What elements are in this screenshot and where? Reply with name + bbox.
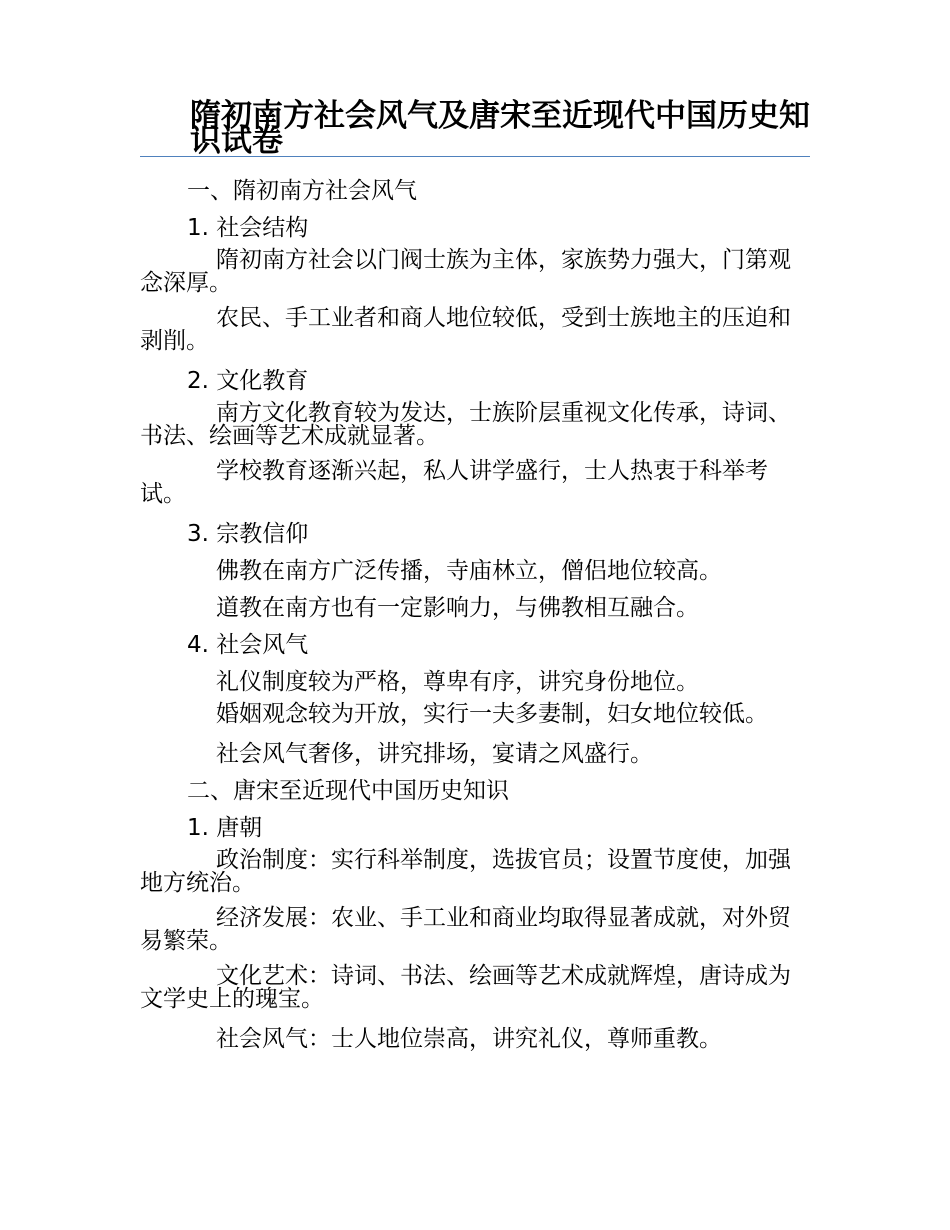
paragraph: 农民、手工业者和商人地位较低，受到士族地主的压迫和剥削。	[140, 305, 791, 354]
paragraph: 文化艺术：诗词、书法、绘画等艺术成就辉煌，唐诗成为文学史上的瑰宝。	[140, 963, 791, 1012]
paragraph: 道教在南方也有一定影响力，与佛教相互融合。	[216, 595, 699, 621]
paragraph: 南方文化教育较为发达，士族阶层重视文化传承，诗词、书法、绘画等艺术成就显著。	[140, 400, 791, 449]
subsection-heading-religion: 3. 宗教信仰	[187, 521, 309, 547]
subsection-heading-culture-education: 2. 文化教育	[187, 368, 309, 394]
paragraph: 社会风气：士人地位崇高，讲究礼仪，尊师重教。	[216, 1026, 722, 1052]
paragraph: 学校教育逐渐兴起，私人讲学盛行，士人热衷于科举考试。	[140, 458, 768, 507]
document-body	[140, 173, 810, 1058]
subsection-heading-social-customs: 4. 社会风气	[187, 632, 309, 658]
section-heading-2: 二、唐宋至近现代中国历史知识	[187, 778, 509, 804]
paragraph: 政治制度：实行科举制度，选拔官员；设置节度使，加强地方统治。	[140, 847, 791, 896]
document-title: 隋初南方社会风气及唐宋至近现代中国历史知识试卷	[190, 98, 810, 159]
subsection-heading-tang: 1. 唐朝	[187, 815, 263, 841]
paragraph: 佛教在南方广泛传播，寺庙林立，僧侣地位较高。	[216, 558, 722, 584]
paragraph: 礼仪制度较为严格，尊卑有序，讲究身份地位。	[216, 669, 699, 695]
document-page	[140, 98, 810, 1058]
paragraph: 社会风气奢侈，讲究排场，宴请之风盛行。	[216, 741, 653, 767]
paragraph: 经济发展：农业、手工业和商业均取得显著成就，对外贸易繁荣。	[140, 905, 791, 954]
paragraph: 隋初南方社会以门阀士族为主体，家族势力强大，门第观念深厚。	[140, 247, 791, 296]
subsection-heading-social-structure: 1. 社会结构	[187, 215, 309, 241]
section-heading-1: 一、隋初南方社会风气	[187, 178, 417, 204]
paragraph: 婚姻观念较为开放，实行一夫多妻制，妇女地位较低。	[216, 701, 768, 727]
